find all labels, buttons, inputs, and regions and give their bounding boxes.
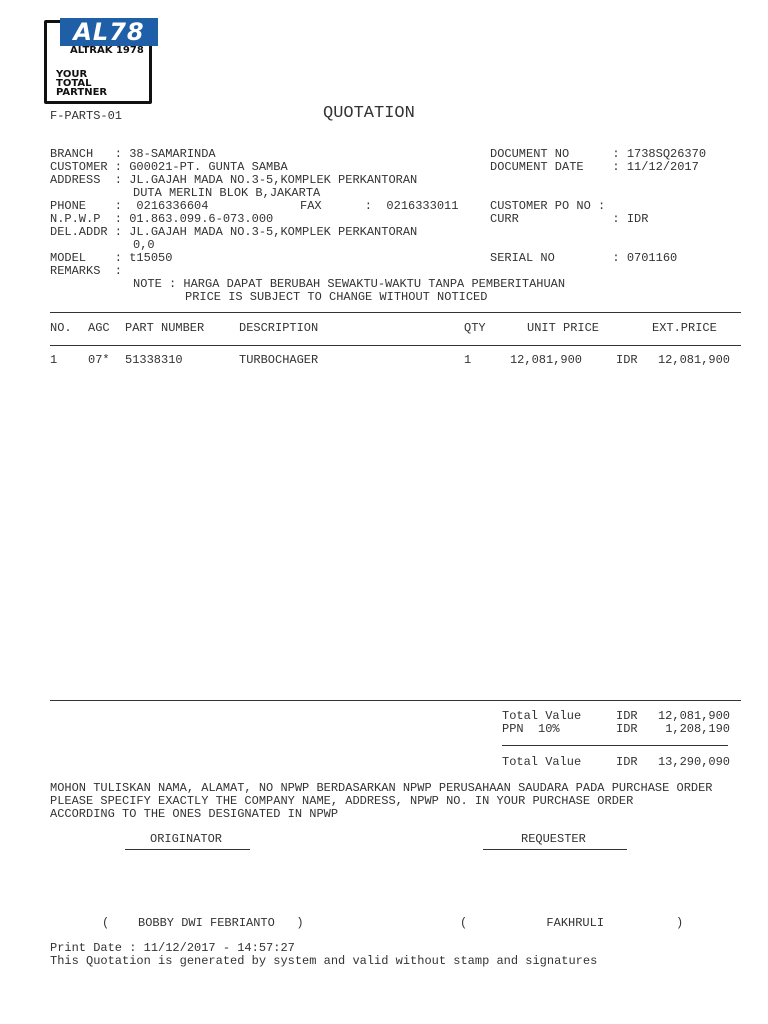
grand-total-divider xyxy=(502,745,728,746)
cell-no: 1 xyxy=(50,353,58,367)
remarks-line: REMARKS : xyxy=(50,264,123,278)
tagline-line-2: TOTAL xyxy=(56,78,92,89)
tagline-line-1: YOUR xyxy=(56,69,88,80)
serial-no-line: SERIAL NO : 0701160 xyxy=(490,251,678,265)
table-header-divider xyxy=(50,345,741,346)
address-line-1: ADDRESS : JL.GAJAH MADA NO.3-5,KOMPLEK PERKANTORAN xyxy=(50,173,418,187)
col-header-unit-price: UNIT PRICE xyxy=(527,321,600,335)
model-line: MODEL : t15050 xyxy=(50,251,173,265)
grand-total-amount: 13,290,090 xyxy=(657,755,730,769)
company-logo-tagline xyxy=(56,70,126,97)
currency-line: CURR : IDR xyxy=(490,212,649,226)
form-code: F-PARTS-01 xyxy=(50,109,123,123)
print-date: Print Date : 11/12/2017 - 14:57:27 xyxy=(50,941,295,955)
cell-part-number: 51338310 xyxy=(125,353,183,367)
branch-line: BRANCH : 38-SAMARINDA xyxy=(50,147,216,161)
tagline-line-3: PARTNER xyxy=(56,87,108,98)
total-value-currency: IDR xyxy=(616,709,638,723)
col-header-no: NO. xyxy=(50,321,72,335)
cell-agc: 07* xyxy=(88,353,110,367)
delivery-address-line-1: DEL.ADDR : JL.GAJAH MADA NO.3-5,KOMPLEK PERKANTORAN xyxy=(50,225,418,239)
totals-top-divider xyxy=(50,700,741,701)
requester-underline xyxy=(483,849,627,850)
col-header-part-number: PART NUMBER xyxy=(125,321,205,335)
col-header-ext-price: EXT.PRICE xyxy=(652,321,717,335)
document-no-line: DOCUMENT NO : 1738SQ26370 xyxy=(490,147,707,161)
ppn-currency: IDR xyxy=(616,722,638,736)
table-top-divider xyxy=(50,312,741,313)
address-line-2: DUTA MERLIN BLOK B,JAKARTA xyxy=(133,186,321,200)
instruction-line-3: ACCORDING TO THE ONES DESIGNATED IN NPWP xyxy=(50,807,339,821)
grand-total-label: Total Value xyxy=(502,755,582,769)
company-logo-mark: AL78 xyxy=(60,18,158,46)
requester-name: ( FAKHRULI ) xyxy=(460,916,684,930)
cell-ext-price: 12,081,900 xyxy=(657,353,730,367)
col-header-agc: AGC xyxy=(88,321,110,335)
cell-qty: 1 xyxy=(464,353,472,367)
customer-po-line: CUSTOMER PO NO : xyxy=(490,199,606,213)
requester-label: REQUESTER xyxy=(521,832,586,846)
cell-currency: IDR xyxy=(616,353,638,367)
originator-label: ORIGINATOR xyxy=(150,832,223,846)
originator-underline xyxy=(125,849,250,850)
system-note: This Quotation is generated by system and valid without stamp and signatures xyxy=(50,954,598,968)
delivery-address-line-2: 0,0 xyxy=(133,238,155,252)
cell-description: TURBOCHAGER xyxy=(239,353,319,367)
npwp-line: N.P.W.P : 01.863.099.6-073.000 xyxy=(50,212,274,226)
total-value-amount: 12,081,900 xyxy=(657,709,730,723)
note-line-2: PRICE IS SUBJECT TO CHANGE WITHOUT NOTICED xyxy=(185,290,488,304)
col-header-description: DESCRIPTION xyxy=(239,321,319,335)
ppn-label: PPN 10% xyxy=(502,722,560,736)
grand-total-currency: IDR xyxy=(616,755,638,769)
customer-line: CUSTOMER : G00021-PT. GUNTA SAMBA xyxy=(50,160,288,174)
total-value-label: Total Value xyxy=(502,709,582,723)
originator-name: ( BOBBY DWI FEBRIANTO ) xyxy=(102,916,304,930)
cell-unit-price: 12,081,900 xyxy=(509,353,582,367)
company-logo-name: ALTRAK 1978 xyxy=(70,45,144,56)
instruction-line-1: MOHON TULISKAN NAMA, ALAMAT, NO NPWP BERDASARKAN NPWP PERUSAHAAN SAUDARA PADA PURCHASE ORDER xyxy=(50,781,713,795)
document-date-line: DOCUMENT DATE : 11/12/2017 xyxy=(490,160,699,174)
col-header-qty: QTY xyxy=(464,321,486,335)
page-title: QUOTATION xyxy=(323,104,415,123)
fax-line: FAX : 0216333011 xyxy=(300,199,459,213)
note-line-1: NOTE : HARGA DAPAT BERUBAH SEWAKTU-WAKTU TANPA PEMBERITAHUAN xyxy=(133,277,566,291)
phone-line: PHONE : 0216336604 xyxy=(50,199,209,213)
instruction-line-2: PLEASE SPECIFY EXACTLY THE COMPANY NAME, ADDRESS, NPWP NO. IN YOUR PURCHASE ORDER xyxy=(50,794,634,808)
ppn-amount: 1,208,190 xyxy=(665,722,730,736)
